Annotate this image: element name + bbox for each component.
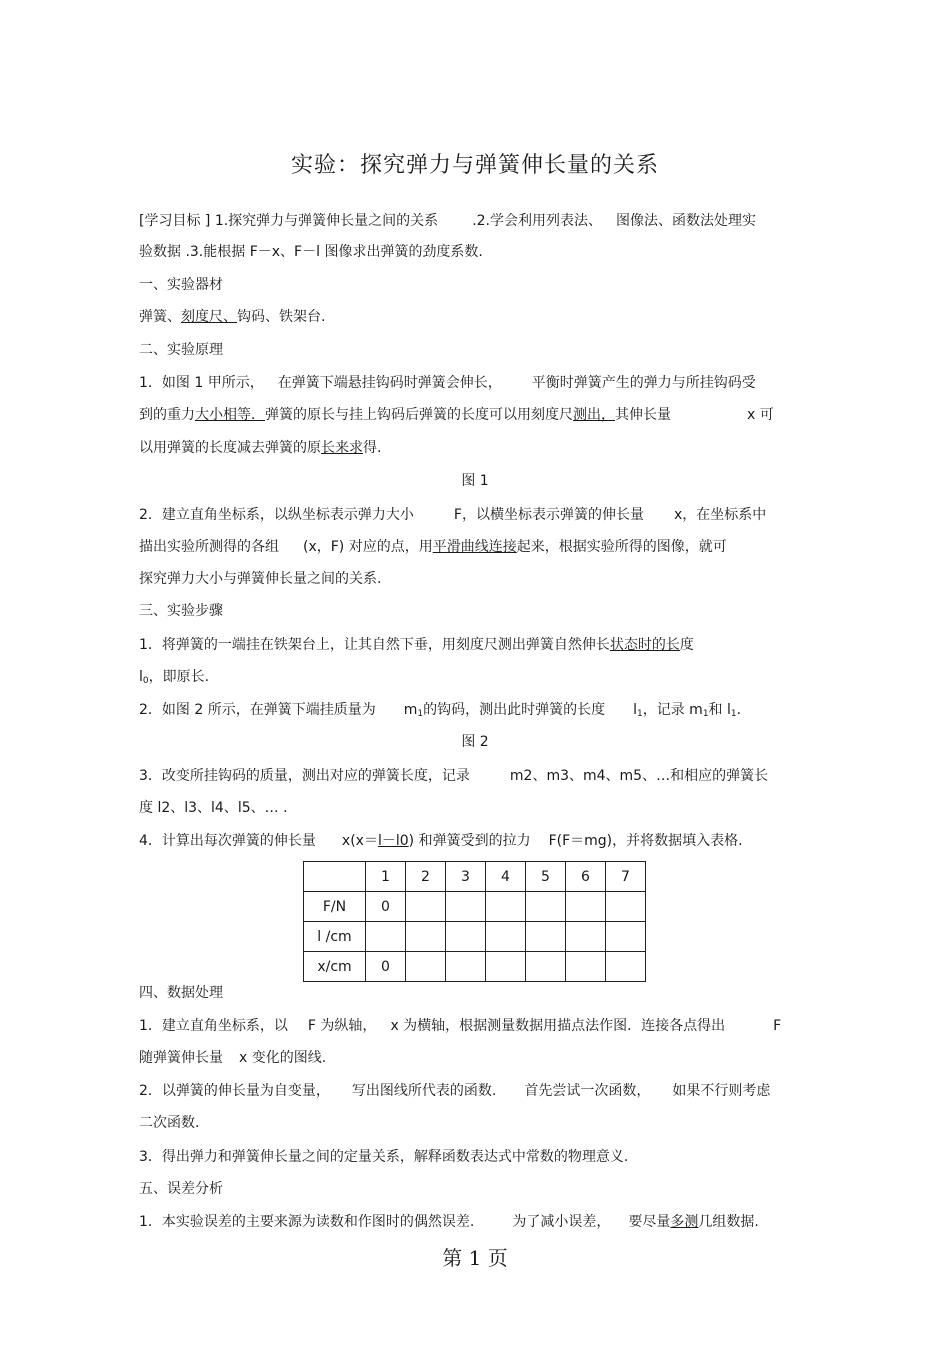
table-cell: 4 [486,862,526,892]
section-heading-principle: 二、实验原理 [139,342,223,358]
step-1-line-2: $l_0$，即原长. [139,669,210,686]
section-heading-steps: 三、实验步骤 [139,603,223,619]
table-cell: 2 [406,862,446,892]
principle-p2-line-1: 2．建立直角坐标系，以纵坐标表示弹力大小 F，以横坐标表示弹簧的伸长量 x，在坐标系中 [139,507,767,523]
figure-1-caption: 图 1 [461,473,489,489]
table-cell [446,952,486,982]
table-cell [406,952,446,982]
principle-p2-line-3: 探究弹力大小与弹簧伸长量之间的关系. [139,571,382,587]
table-cell [606,952,646,982]
table-cell: 0 [366,892,406,922]
figure-2-caption: 图 2 [461,734,489,750]
table-cell [606,922,646,952]
table-cell [566,892,606,922]
principle-p2-line-2: 描出实验所测得的各组 (x，F) 对应的点，用平滑曲线连接起来，根据实验所得的图像，就可 [139,539,727,555]
equipment-list: 弹簧、刻度尺、钩码、铁架台. [139,309,326,325]
step-3-line-2: 度 l2、l3、l4、l5、… . [139,800,288,816]
table-cell [566,922,606,952]
section-heading-data-processing: 四、数据处理 [139,985,223,1001]
table-cell [566,952,606,982]
table-row [304,892,646,922]
step-2-line: 2．如图 2 所示，在弹簧下端挂质量为 $m_1$的钩码，测出此时弹簧的长度 $l_1$，记录 $m_1$和 $l_1$. [139,702,742,719]
table-cell: 5 [526,862,566,892]
table-cell: 3 [446,862,486,892]
table-row [304,952,646,982]
principle-p1-line-2: 到的重力大小相等．弹簧的原长与挂上钩码后弹簧的长度可以用刻度尺测出，其伸长量 x 可 [139,407,774,423]
table-cell [526,952,566,982]
table-cell [406,922,446,952]
section-heading-equipment: 一、实验器材 [139,277,223,293]
step-3-line-1: 3．改变所挂钩码的质量，测出对应的弹簧长度，记录 m2、m3、m4、m5、…和相应的弹簧长 [139,768,769,784]
processing-3-line: 3．得出弹力和弹簧伸长量之间的定量关系，解释函数表达式中常数的物理意义. [139,1149,629,1165]
table-cell: 0 [366,952,406,982]
table-header-row [304,862,646,892]
table-row [304,922,646,952]
objectives-line-2: 验数据 .3.能根据 F－x、F－l 图像求出弹簧的劲度系数. [139,244,483,260]
error-1-line: 1．本实验误差的主要来源为读数和作图时的偶然误差. 为了减小误差， 要尽量多测几组数据. [139,1214,759,1230]
table-cell: F/N [304,892,366,922]
table-cell [446,922,486,952]
page-number: 第 1 页 [442,1246,508,1270]
table-cell [526,922,566,952]
principle-p1-line-1: 1．如图 1 甲所示， 在弹簧下端悬挂钩码时弹簧会伸长， 平衡时弹簧产生的弹力与所挂钩码受 [139,375,756,391]
table-cell [486,922,526,952]
processing-2-line-1: 2．以弹簧的伸长量为自变量， 写出图线所代表的函数. 首先尝试一次函数， 如果不行则考虑 [139,1083,771,1099]
table-cell: l /cm [304,922,366,952]
section-heading-error-analysis: 五、误差分析 [139,1181,223,1197]
table-cell: 1 [366,862,406,892]
table-cell: 7 [606,862,646,892]
table-cell [446,892,486,922]
table-cell [406,892,446,922]
page-title: 实验：探究弹力与弹簧伸长量的关系 [290,153,659,178]
table-cell: x/cm [304,952,366,982]
table-cell [526,892,566,922]
principle-p1-line-3: 以用弹簧的长度减去弹簧的原长来求得. [139,440,382,456]
table-cell: 6 [566,862,606,892]
table-cell [304,862,366,892]
processing-1-line-2: 随弹簧伸长量 x 变化的图线. [139,1050,327,1066]
table-cell [486,892,526,922]
table-cell [486,952,526,982]
processing-2-line-2: 二次函数. [139,1115,200,1131]
step-4-line: 4．计算出每次弹簧的伸长量 x(x＝l－l0) 和弹簧受到的拉力 F(F＝mg)，并将数据填入表格. [139,833,743,849]
data-table [303,861,646,982]
processing-1-line-1: 1．建立直角坐标系，以 F 为纵轴， x 为横轴，根据测量数据用描点法作图．连接各点得出 F [139,1018,782,1034]
table-cell [606,892,646,922]
step-1-line-1: 1．将弹簧的一端挂在铁架台上，让其自然下垂，用刻度尺测出弹簧自然伸长状态时的长度 [139,637,694,653]
table-cell [366,922,406,952]
objectives-line-1: [学习目标 ] 1.探究弹力与弹簧伸长量之间的关系 .2.学会利用列表法、 图像法、函数法处理实 [139,213,756,229]
